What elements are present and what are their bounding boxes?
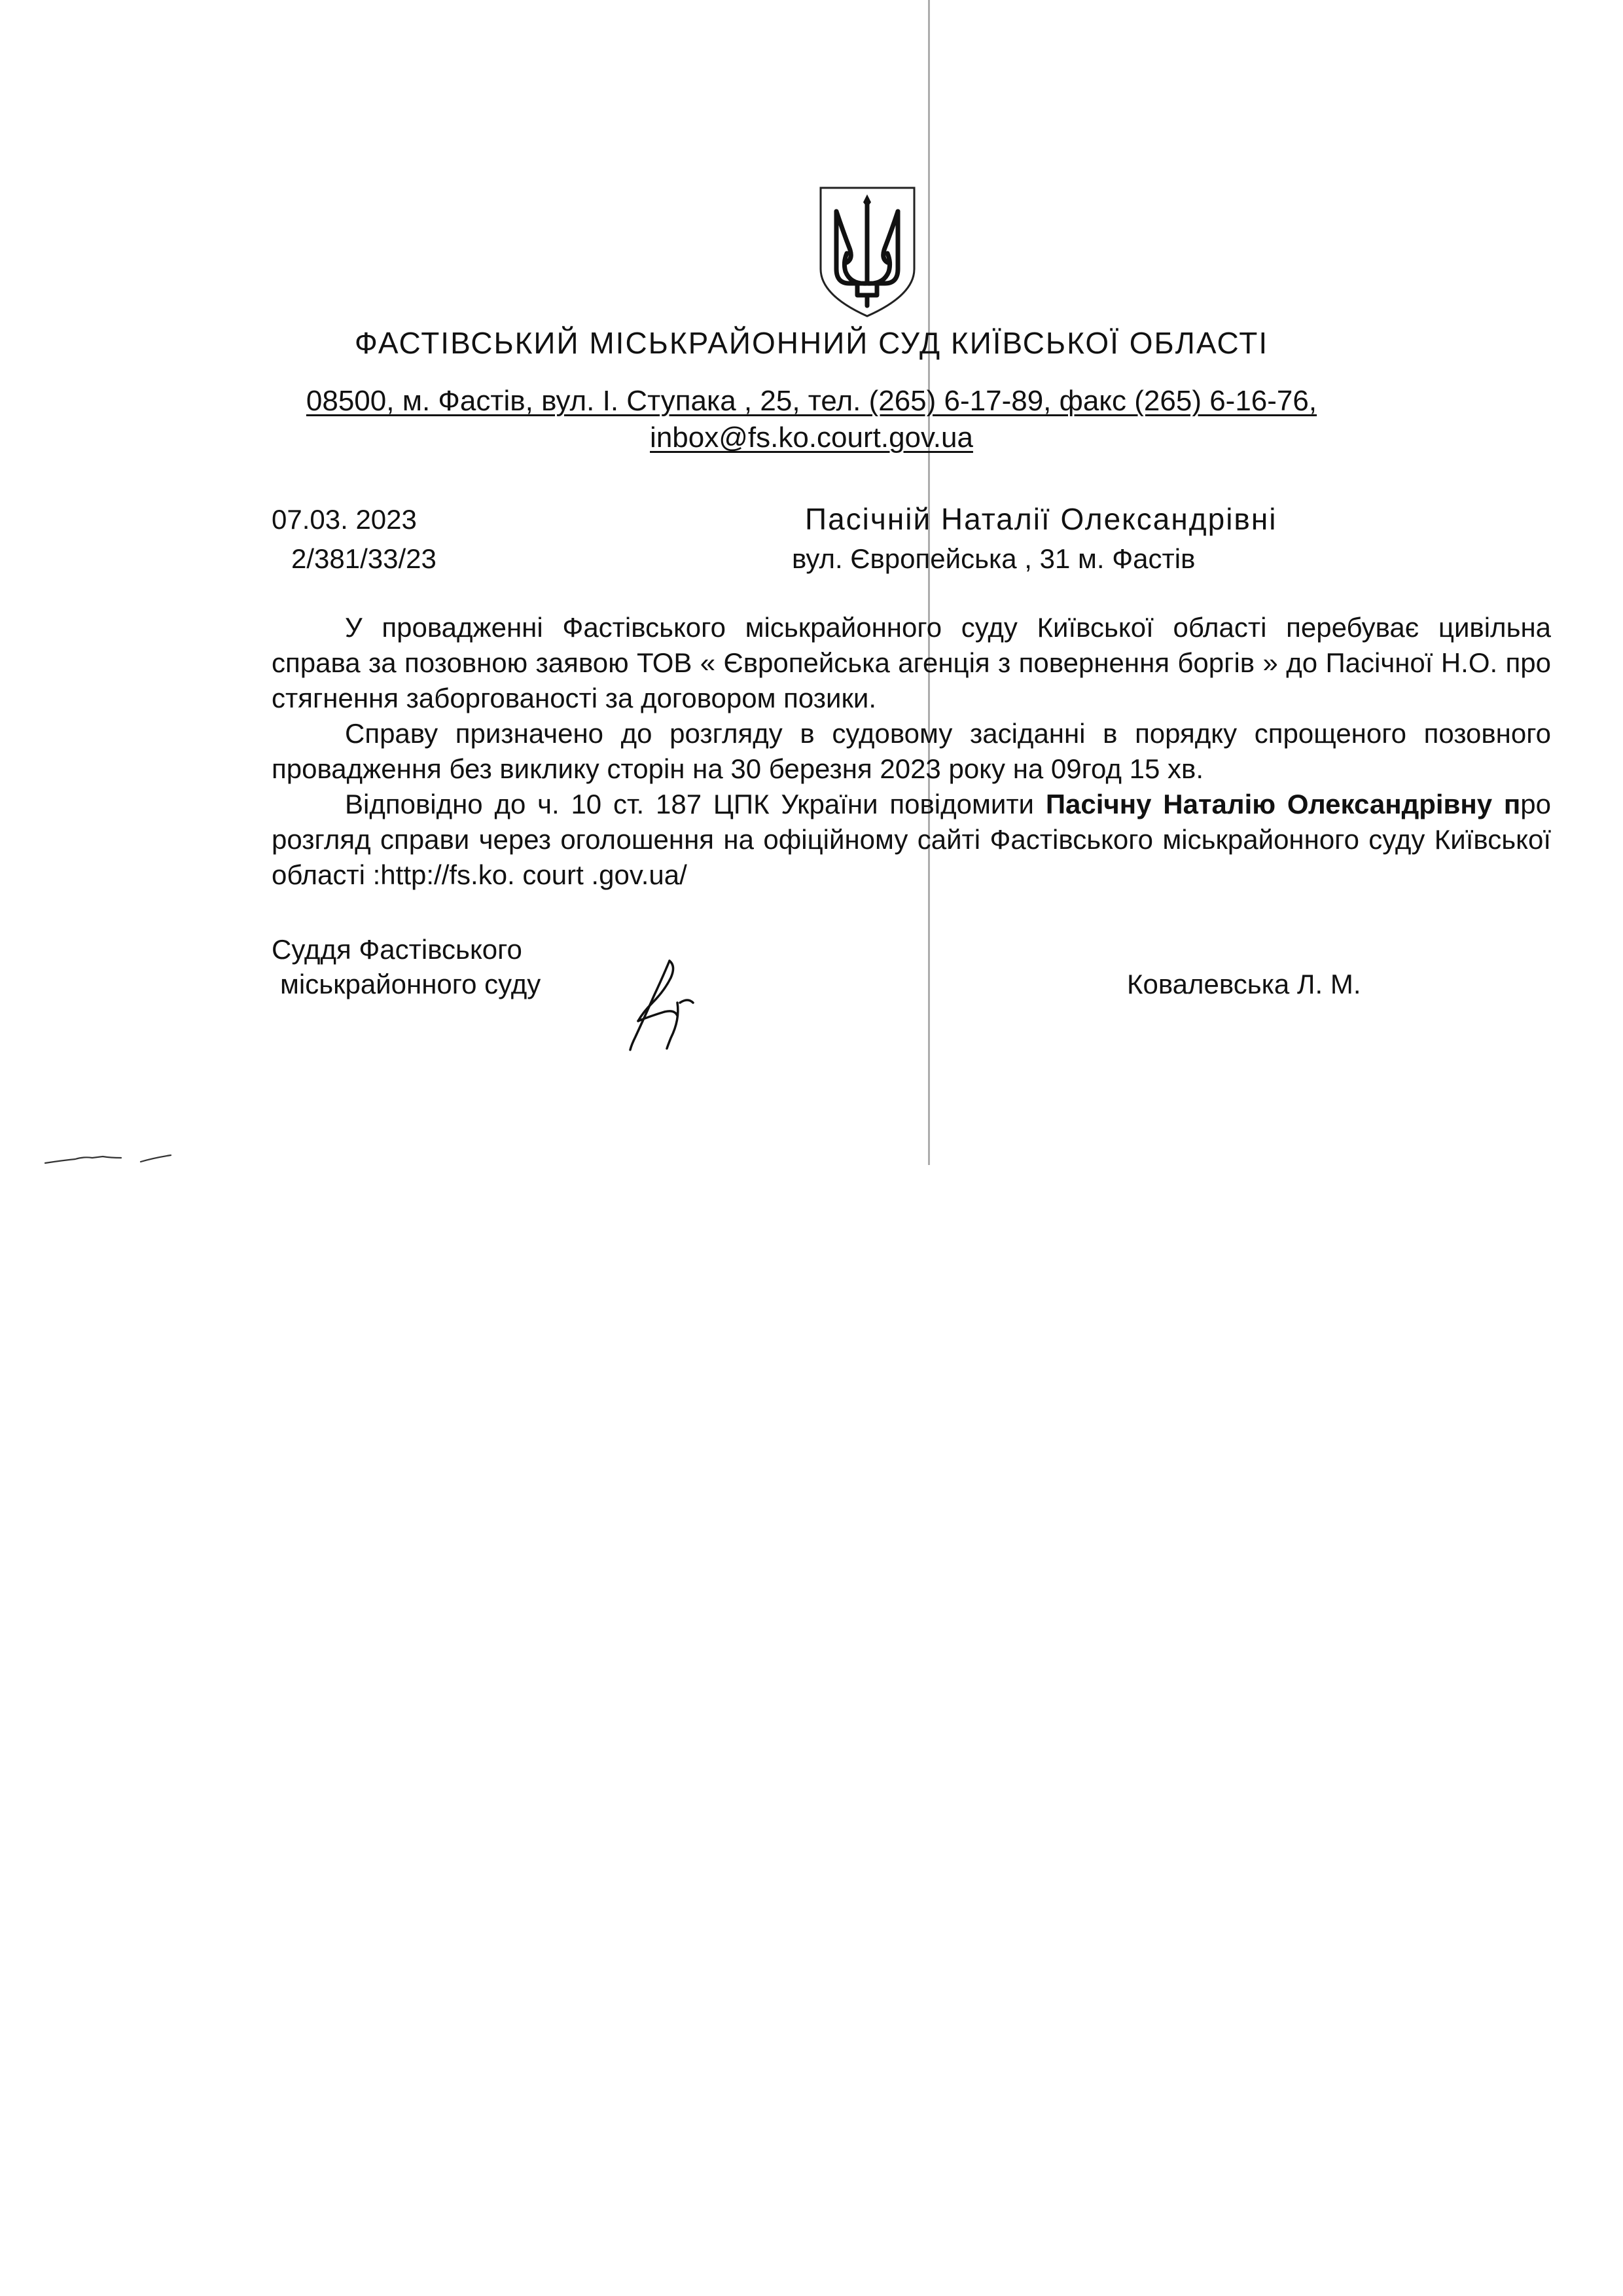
letter-date: 07.03. 2023 <box>272 504 417 535</box>
margin-scribble <box>43 1149 180 1168</box>
recipient-address: вул. Європейська , 31 м. Фастів <box>792 543 1196 574</box>
body-text: ро розгляд справи через оголошення на офіційному сайті Фастівського міськрайонного суду Київської області :http://fs.ko. court .gov.ua/ <box>272 789 1551 890</box>
body-paragraph: У провадженні Фастівського міськрайонного суду Київської області перебуває цивільна справа за позовною заявою ТОВ « Європейська агенція з повернення боргів » до Пасічної Н.О. про стягнення заборгованості за договором позики. <box>272 612 1551 713</box>
court-address-line: 08500, м. Фастів, вул. І. Ступака , 25, тел. (265) 6-17-89, факс (265) 6-16-76, <box>306 385 1317 417</box>
recipient-name: Пасічній Наталії Олександрівні <box>805 502 1277 536</box>
signatory-title-line1: Суддя Фастівського <box>272 934 522 965</box>
bold-letter: п <box>1503 789 1521 819</box>
body-text: Відповідно до ч. 10 ст. 187 ЦПК України повідомити <box>345 789 1046 819</box>
judge-name: Ковалевська Л. М. <box>1127 969 1361 999</box>
court-email-link[interactable]: inbox@fs.ko.court.gov.ua <box>650 422 973 454</box>
recipient-name-bold: Пасічну Наталію Олександрівну <box>1045 789 1493 819</box>
case-number: 2/381/33/23 <box>291 543 437 574</box>
trident-emblem-icon <box>817 185 918 319</box>
letter-body <box>272 610 1551 893</box>
court-address-block <box>0 383 1623 456</box>
body-paragraph: Справу призначено до розгляду в судовому засіданні в порядку спрощеного позовного провадження без виклику сторін на 30 березня 2023 року на 09год 15 хв. <box>272 718 1551 784</box>
body-paragraph <box>272 787 1551 893</box>
signatory-title-line2: міськрайонного суду <box>280 969 541 999</box>
scan-artifact-line <box>928 0 930 1165</box>
court-name-heading: ФАСТІВСЬКИЙ МІСЬКРАЙОННИЙ СУД КИЇВСЬКОЇ ОБЛАСТІ <box>354 326 1269 360</box>
handwritten-signature <box>625 957 697 1052</box>
